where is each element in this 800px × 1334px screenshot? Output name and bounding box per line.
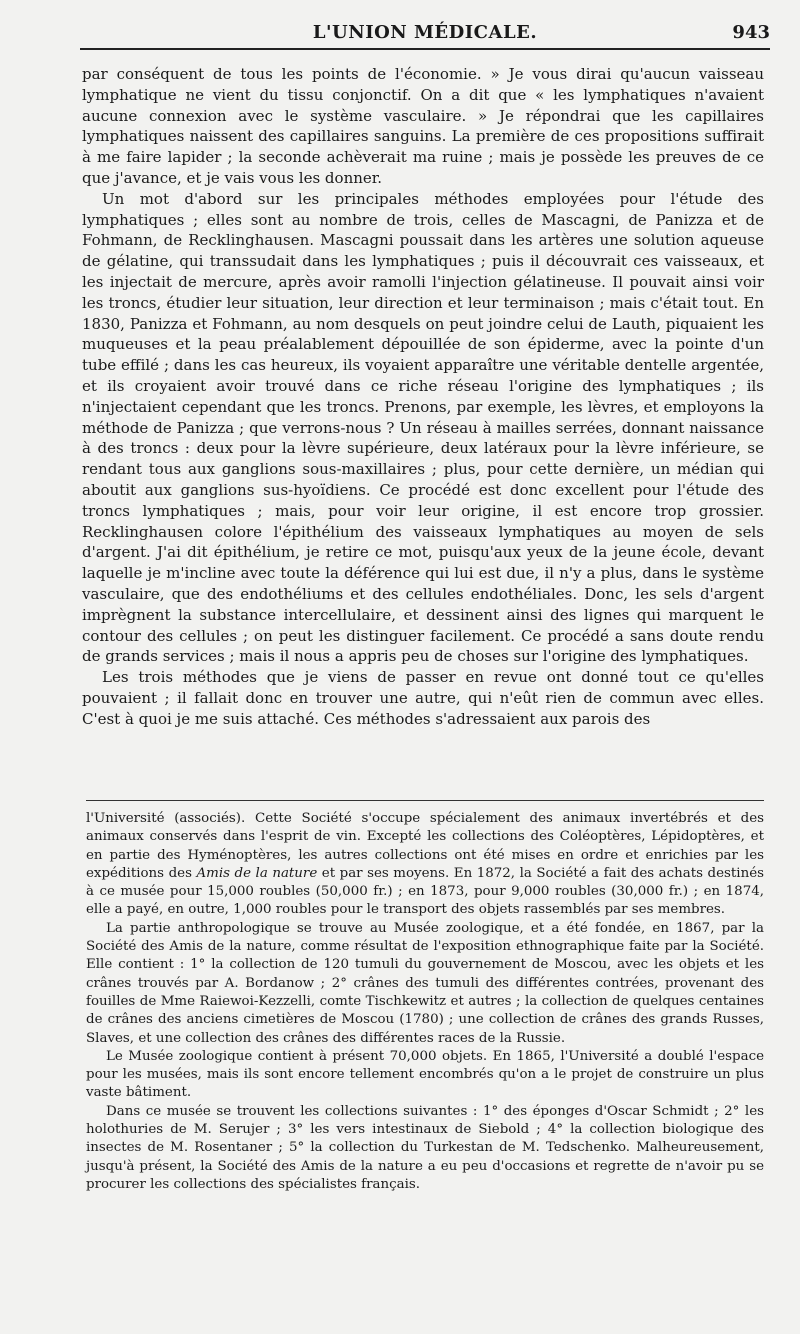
footnote-1-italic: Amis de la nature (196, 865, 318, 881)
page-header (80, 18, 770, 48)
footnote-paragraph-3: Le Musée zoologique contient à présent 70,000 objets. En 1865, l'Université a doublé l'espace pour les musées, mais ils sont encore tellement encombrés qu'on a le projet de construire un plus vaste bâtiment. (86, 1048, 764, 1101)
paragraph-2: Un mot d'abord sur les principales méthodes employées pour l'étude des lymphatiques ; elles sont au nombre de trois, celles de Mascagni, de Panizza et de Fohmann, de Recklinghausen. Mascagni poussait dans les artères une solution aqueuse de gélatine, qui transsudait dans les lymphatiques ; puis il découvrait ces vaisseaux, et les injectait de mercure, après avoir ramolli l'injection gélatineuse. Il pouvait ainsi voir les troncs, étudier leur situation, leur direction et leur terminaison ; mais c'était tout. En 1830, Panizza et Fohmann, au nom desquels on peut joindre celui de Lauth, piquaient les muqueuses et la peau préalablement dépouillée de son épiderme, avec la pointe d'un tube effilé ; dans les cas heureux, ils voyaient apparaître une véritable dentelle argentée, et ils croyaient avoir trouvé dans ce riche réseau l'origine des lymphatiques ; ils n'injectaient cependant que les troncs. Prenons, par exemple, les lèvres, et employons la méthode de Panizza ; que verrons-nous ? Un réseau à mailles serrées, donnant naissance à des troncs : deux pour la lèvre supérieure, deux latéraux pour la lèvre inférieure, se rendant tous aux ganglions sous-maxillaires ; plus, pour cette dernière, un médian qui aboutit aux ganglions sus-hyoïdiens. Ce procédé est donc excellent pour l'étude des troncs lymphatiques ; mais, pour voir leur origine, il est encore trop grossier. Recklinghausen colore l'épithélium des vaisseaux lymphatiques au moyen de sels d'argent. J'ai dit épithélium, je retire ce mot, puisqu'aux yeux de la jeune école, devant laquelle je m'incline avec toute la déférence qui lui est due, il n'y a plus, dans le système vasculaire, que des endothéliums et des cellules endothéliales. Donc, les sels d'argent imprègnent la substance intercellulaire, et dessinent ainsi des lignes qui marquent le contour des cellules ; on peut les distinguer facilement. Ce procédé a sans doute rendu de grands services ; mais il nous a appris peu de choses sur l'origine des lymphatiques. (82, 189, 764, 666)
running-title: L'UNION MÉDICALE. (312, 22, 538, 43)
page-number: 943 (732, 22, 770, 43)
footnote-paragraph-4: Dans ce musée se trouvent les collections suivantes : 1° des éponges d'Oscar Schmidt ; 2° les holothuries de M. Serujer ; 3° les vers intestinaux de Siebold ; 4° la collection biologique des insectes de M. Rosentaner ; 5° la collection du Turkestan de M. Tedschenko. Malheureusement, jusqu'à présent, la Société des Amis de la nature a eu peu d'occasions et regrette de n'avoir pu se procurer les collections des spécialistes français. (86, 1103, 764, 1192)
footnote-1-text-b: et par ses moyens. En 1872, la Société a fait des achats destinés à ce musée pour 15,000 roubles (50,000 fr.) ; en 1873, pour 9,000 roubles (30,000 fr.) ; en 1874, elle a payé, en outre, 1,000 roubles pour le transport des objets rassemblés par ses membres. (86, 865, 764, 918)
footnotes (86, 810, 764, 1194)
header-rule (80, 48, 770, 50)
footnote-paragraph-2: La partie anthropologique se trouve au Musée zoologique, et a été fondée, en 1867, par la Société des Amis de la nature, comme résultat de l'exposition ethnographique faite par la Société. Elle contient : 1° la collection de 120 tumuli du gouvernement de Moscou, avec les objets et les crânes trouvés par A. Bordanow ; 2° crânes des tumuli des différentes contrées, provenant des fouilles de Mme Raiewoi-Kezzelli, comte Tischkewitz et autres ; la collection de quelques centaines de crânes des anciens cimetières de Moscou (1780) ; une collection de crânes des grands Russes, Slaves, et une collection des crânes des différentes races de la Russie. (86, 920, 764, 1046)
paragraph-1: par conséquent de tous les points de l'économie. » Je vous dirai qu'aucun vaisseau lymphatique ne vient du tissu conjonctif. On a dit que « les lymphatiques n'avaient aucune connexion avec le système vasculaire. » Je répondrai que les capillaires lymphatiques naissent des capillaires sanguins. La première de ces propositions suffirait à me faire lapider ; la seconde achèverait ma ruine ; mais je possède les preuves de ce que j'avance, et je vais vous les donner. (82, 65, 764, 187)
paragraph-3: Les trois méthodes que je viens de passer en revue ont donné tout ce qu'elles pouvaient ; il fallait donc en trouver une autre, qui n'eût rien de commun avec elles. C'est à quoi je me suis attaché. Ces méthodes s'adressaient aux parois des (82, 668, 764, 728)
footnote-1-text-a: l'Université (associés). Cette Société s'occupe spécialement des animaux invertébrés et des animaux conservés dans l'esprit de vin. Excepté les collections des Coléoptères, Lépidoptères, et en partie des Hyménoptères, les autres collections ont été mises en ordre et enrichies par les expéditions des (86, 811, 764, 881)
footnote-rule (86, 800, 764, 801)
footnote-paragraph-1 (86, 810, 764, 920)
main-text (82, 64, 764, 730)
